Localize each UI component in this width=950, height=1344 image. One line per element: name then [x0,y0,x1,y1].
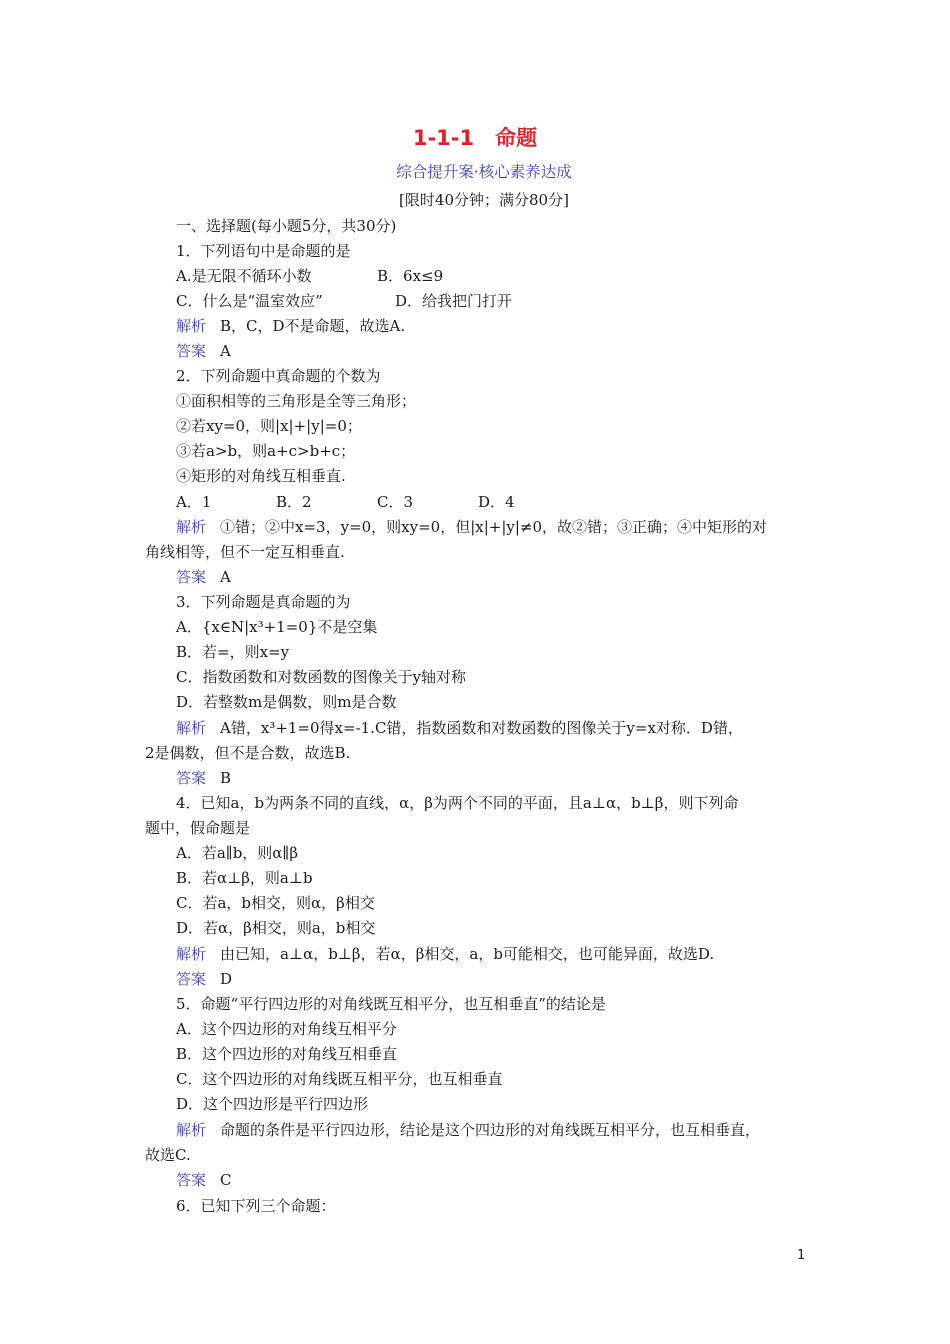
q2-option-a: A．1 [176,493,212,511]
answer-label: 答案 [176,568,207,586]
q1-option-c: C．什么是“温室效应” [176,292,323,310]
q3-option-a: A．{x∈N|x³+1=0}不是空集 [176,618,378,636]
question-5-stem: 5．命题“平行四边形的对角线既互相平分，也互相垂直”的结论是 [176,995,606,1013]
q2-statement-2: ②若xy=0，则|x|+|y|=0； [176,417,362,435]
q2-statement-4: ④矩形的对角线互相垂直. [176,467,346,485]
q3-option-d: D．若整数m是偶数，则m是合数 [176,693,397,711]
q1-option-a: A.是无限不循环小数 [176,267,312,285]
question-3-stem: 3．下列命题是真命题的为 [176,593,351,611]
page-title: 1-1-1 命题 [412,126,538,150]
q5-option-a: A．这个四边形的对角线互相平分 [176,1020,397,1038]
q2-option-b: B．2 [276,493,312,511]
q2-answer [176,567,231,587]
answer-value: D [220,970,233,988]
analysis-text: ①错；②中x=3，y=0，则xy=0，但|x|+|y|≠0，故②错；③正确；④中矩形的对 [220,518,768,536]
analysis-text: A错，x³+1=0得x=-1.C错，指数函数和对数函数的图像关于y=x对称．D错， [220,719,743,737]
q1-option-d: D．给我把门打开 [395,292,513,310]
analysis-label: 解析 [176,317,207,335]
answer-value: A [220,568,231,586]
analysis-label: 解析 [176,1121,207,1139]
question-2-stem: 2．下列命题中真命题的个数为 [176,367,381,385]
analysis-text: 由已知，a⊥α，b⊥β，若α，β相交，a，b可能相交，也可能异面，故选D. [220,945,715,963]
q5-analysis [176,1120,760,1140]
q1-analysis [176,316,405,336]
answer-value: B [220,769,232,787]
q5-option-b: B．这个四边形的对角线互相垂直 [176,1045,398,1063]
analysis-text: 命题的条件是平行四边形，结论是这个四边形的对角线既互相平分，也互相垂直， [220,1121,761,1139]
question-1-stem: 1．下列语句中是命题的是 [176,242,351,260]
answer-label: 答案 [176,1171,207,1189]
q2-analysis [176,517,767,537]
q4-analysis [176,944,714,964]
analysis-text: B，C，D不是命题，故选A. [220,317,406,335]
q5-option-c: C．这个四边形的对角线既互相平分，也互相垂直 [176,1070,503,1088]
question-4-stem: 4．已知a，b为两条不同的直线，α，β为两个不同的平面，且a⊥α，b⊥β，则下列命 [176,794,739,812]
time-limit: [限时40分钟；满分80分] [399,191,569,209]
answer-label: 答案 [176,769,207,787]
section-heading: 一、选择题(每小题5分，共30分) [176,217,397,235]
q2-statement-3: ③若a>b，则a+c>b+c； [176,442,356,460]
analysis-label: 解析 [176,518,207,536]
subtitle: 综合提升案·核心素养达成 [396,163,572,181]
q2-option-d: D．4 [478,493,515,511]
analysis-label: 解析 [176,945,207,963]
q1-answer [176,341,231,361]
q3-analysis [176,718,743,738]
q3-analysis-cont: 2是偶数，但不是合数，故选B. [145,744,351,762]
q2-analysis-cont: 角线相等，但不一定互相垂直. [145,543,345,561]
q4-option-a: A．若a∥b，则α∥β [176,844,299,862]
q5-option-d: D．这个四边形是平行四边形 [176,1095,369,1113]
answer-value: C [220,1171,232,1189]
q5-analysis-cont: 故选C. [145,1146,191,1164]
analysis-label: 解析 [176,719,207,737]
answer-label: 答案 [176,342,207,360]
q3-option-b: B．若=，则x=y [176,643,290,661]
q4-answer [176,969,232,989]
answer-label: 答案 [176,970,207,988]
q3-answer [176,768,231,788]
q4-option-d: D．若α，β相交，则a，b相交 [176,919,376,937]
q2-statement-1: ①面积相等的三角形是全等三角形； [176,392,417,410]
question-6-stem: 6．已知下列三个命题： [176,1197,336,1215]
page-number: 1 [797,1248,806,1263]
q3-option-c: C．指数函数和对数函数的图像关于y轴对称 [176,668,466,686]
q4-option-b: B．若α⊥β，则a⊥b [176,869,313,887]
q2-option-c: C．3 [377,493,414,511]
q4-option-c: C．若a，b相交，则α，β相交 [176,894,375,912]
q5-answer [176,1170,232,1190]
question-4-stem-cont: 题中，假命题是 [145,819,251,837]
answer-value: A [220,342,231,360]
q1-option-b: B．6x≤9 [377,267,444,285]
